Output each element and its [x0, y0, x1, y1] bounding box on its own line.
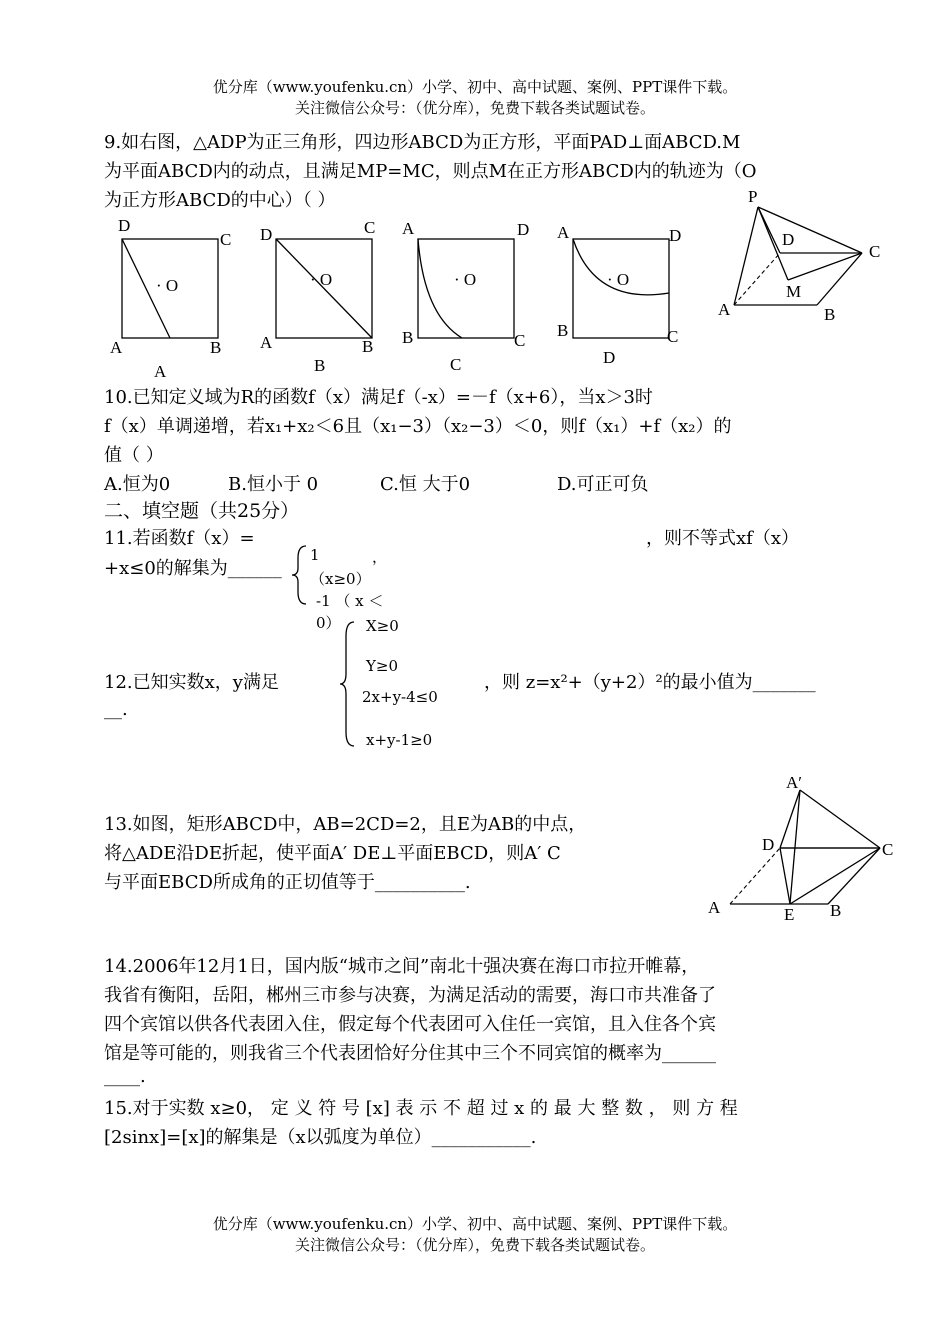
q12-suffix: ，则 z=x²+（y+2）²的最小值为_______ [484, 672, 816, 693]
q11-line-1: 11.若函数f（x）= [104, 528, 255, 549]
q13-label-b: B [830, 901, 842, 920]
fig-b-label-a: A [260, 333, 273, 352]
q9-figure-d [555, 215, 695, 380]
solid-label-m: M [786, 282, 802, 301]
fig-d-caption: D [603, 348, 616, 367]
q12-constraint-2: Y≥0 [366, 657, 399, 675]
fig-b-center: · O [310, 270, 333, 289]
fig-a-label-d: D [118, 216, 131, 235]
fig-b-label-c: C [364, 218, 376, 237]
q11-piece-2: -1 （ x ＜ [316, 592, 384, 610]
q10-line-2: f（x）单调递增，若x₁+x₂＜6且（x₁−3）（x₂−3）＜0，则f（x₁）+f（x₂）的 [104, 416, 732, 437]
fig-b-label-b: B [362, 337, 374, 356]
q13-line-1: 13.如图，矩形ABCD中，AB=2CD=2，且E为AB的中点， [104, 814, 587, 835]
q12-constraint-4: x+y-1≥0 [366, 731, 433, 749]
fig-d-label-c: C [667, 327, 679, 346]
q12-continuation: __. [104, 699, 128, 720]
q14-line-2: 我省有衡阳，岳阳，郴州三市参与决赛，为满足活动的需要，海口市共准备了 [104, 985, 716, 1006]
q12-brace [338, 620, 358, 748]
fig-d-label-a: A [557, 223, 570, 242]
fig-c-label-a: A [402, 219, 415, 238]
fig-d-center: · O [607, 270, 630, 289]
q11-line-1-end: ，则不等式xf（x） [646, 528, 799, 549]
q13-label-c: C [882, 840, 894, 859]
q10-line-1: 10.已知定义域为R的函数f（x）满足f（-x）=－f（x+6），当x＞3时 [104, 387, 653, 408]
q12-constraint-3: 2x+y-4≤0 [362, 688, 438, 706]
q14-line-4: 馆是等可能的，则我省三个代表团恰好分住其中三个不同宾馆的概率为______ [104, 1043, 716, 1064]
q10-option-d: D.可正可负 [557, 474, 649, 495]
q15-line-2: [2sinx]=[x]的解集是（x以弧度为单位）___________. [104, 1127, 537, 1148]
q11-piece-1-comma: ， [372, 548, 388, 566]
q14-line-3: 四个宾馆以供各代表团入住，假定每个代表团可入住任一宾馆，且入住各个宾 [104, 1014, 716, 1035]
q10-line-3: 值（ ） [104, 445, 164, 466]
footer-line-1: 优分库（www.youfenku.cn）小学、初中、高中试题、案例、PPT课件下载。 [212, 1215, 738, 1233]
fig-a-label-b: B [210, 338, 222, 357]
q10-option-c: C.恒 大于0 [380, 474, 471, 495]
q12-prefix: 12.已知实数x，y满足 [104, 672, 279, 693]
q9-line-2: 为平面ABCD内的动点，且满足MP=MC，则点M在正方形ABCD内的轨迹为（O [104, 161, 757, 182]
q11-piece-1: 1 [310, 546, 320, 564]
fig-c-center: · O [454, 270, 477, 289]
q9-figure-c [400, 215, 540, 380]
q14-line-5: ____. [104, 1066, 146, 1087]
header-line-1: 优分库（www.youfenku.cn）小学、初中、高中试题、案例、PPT课件下载。 [212, 78, 738, 96]
fig-d-label-b: B [557, 321, 569, 340]
q13-label-e: E [784, 905, 795, 924]
fig-b-label-d: D [260, 225, 273, 244]
header-line-2: 关注微信公众号：（优分库），免费下载各类试题试卷。 [294, 99, 655, 117]
q13-label-ap: A′ [786, 773, 802, 792]
q13-line-3: 与平面EBCD所成角的正切值等于__________. [104, 872, 471, 893]
fig-c-label-b: B [402, 328, 414, 347]
fig-c-label-d: D [517, 220, 530, 239]
q13-label-a: A [708, 898, 721, 917]
q11-piece-1-condition: （x≥0） [310, 570, 371, 588]
q13-line-2: 将△ADE沿DE折起，使平面A′ DE⊥平面EBCD，则A′ C [104, 843, 561, 864]
fig-a-caption: A [154, 362, 167, 381]
q13-label-d: D [762, 835, 775, 854]
fig-d-label-d: D [669, 226, 682, 245]
q15-line-1: 15.对于实数 x≥0， 定 义 符 号 [x] 表 示 不 超 过 x 的 最 大 整 数 ， 则 方 程 [104, 1098, 738, 1119]
fig-b-caption: B [314, 356, 326, 375]
fig-a-center: · O [156, 276, 179, 295]
q14-line-1: 14.2006年12月1日，国内版“城市之间”南北十强决赛在海口市拉开帷幕， [104, 956, 700, 977]
fig-a-label-c: C [220, 230, 232, 249]
fig-a-label-a: A [110, 338, 123, 357]
fig-c-label-c: C [514, 331, 526, 350]
solid-label-p: P [748, 187, 758, 206]
q12-constraint-1: X≥0 [366, 617, 399, 635]
solid-label-c: C [869, 242, 881, 261]
q9-figure-a [104, 215, 234, 380]
q9-figure-b [258, 215, 388, 380]
solid-label-d: D [782, 230, 795, 249]
q13-figure [704, 768, 904, 928]
q11-line-2: +x≤0的解集为______ [104, 558, 282, 579]
q11-brace [290, 544, 310, 606]
solid-label-b: B [824, 305, 836, 324]
footer-line-2: 关注微信公众号：（优分库），免费下载各类试题试卷。 [294, 1236, 655, 1254]
solid-label-a: A [718, 300, 731, 319]
q10-option-a: A.恒为0 [104, 474, 171, 495]
section-2-title: 二、填空题（共25分） [104, 500, 300, 522]
fig-c-caption: C [450, 355, 462, 374]
q11-piece-2-condition: 0） [316, 614, 341, 632]
q10-option-b: B.恒小于 0 [228, 474, 319, 495]
q9-line-1: 9.如右图，△ADP为正三角形，四边形ABCD为正方形，平面PAD⊥面ABCD.M [104, 132, 741, 153]
q9-line-3: 为正方形ABCD的中心）（ ） [104, 190, 336, 211]
q9-solid-figure [712, 185, 902, 330]
